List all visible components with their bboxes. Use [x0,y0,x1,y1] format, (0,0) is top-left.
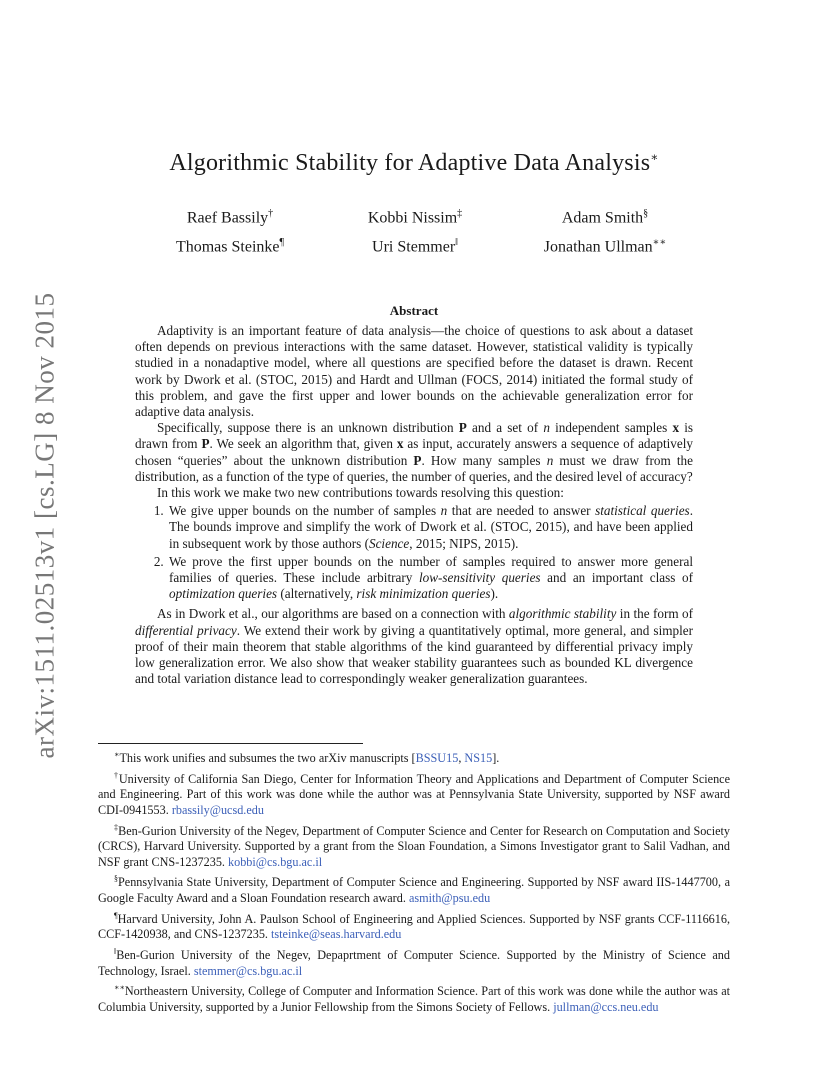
author-mark: † [268,208,274,219]
author-6 [505,237,705,256]
author-name: Adam Smith [561,209,644,227]
email-link[interactable]: asmith@psu.edu [408,891,491,905]
footnote-7: ∗∗Northeastern University, College of Computer and Information Science. Part of this work was done while the author was at Columbia University, supported by a Junior Fellowship from the Simons Society of Fellows. jullman@ccs.neu.edu [98,983,730,1014]
list-item: 1. We give upper bounds on the number of samples n that are needed to answer statistical queries. The bounds improve and simplify the work of Dwork et al. (STOC, 2015), and have been applied in subsequent work by those authors (Science, 2015; NIPS, 2015). [167,503,693,552]
author-5 [315,237,515,256]
footnote-3: ‡Ben-Gurion University of the Negev, Department of Computer Science and Center for Research on Computation and Society (CRCS), Harvard University. Supported by a grant from the Sloan Foundation, a Simons Investigator grant to Salil Vadhan, and NSF grant CNS-1237235. kobbi@cs.bgu.ac.il [98,822,730,869]
abstract-paragraph-2: Specifically, suppose there is an unknown distribution P and a set of n independent samples x is drawn from P. We seek an algorithm that, given x as input, accurately answers a sequence of adaptively chosen “queries” about the unknown distribution P. How many samples n must we draw from the distribution, as a function of the type of queries, the number of queries, and the desired level of accuracy? [135,420,694,484]
footnote-1: ∗This work unifies and subsumes the two arXiv manuscripts [BSSU15, NS15]. [114,750,500,766]
footnote-2: †University of California San Diego, Center for Information Theory and Applications and Department of Computer Science and Engineering. Part of this work was done while the author was at Pennsylvania State University, supported by NSF award CDI-0941553. rbassily@ucsd.edu [98,770,730,817]
footnote-5: ¶Harvard University, John A. Paulson School of Engineering and Applied Sciences. Supported by NSF grants CCF-1116616, CCF-1420938, and CNS-1237235. tsteinke@seas.harvard.edu [98,910,730,942]
author-mark: ‡ [457,208,463,219]
author-mark: ¶ [279,237,285,248]
footnote-divider [98,743,363,744]
author-3 [505,208,705,227]
email-link[interactable]: stemmer@cs.bgu.ac.il [193,963,303,978]
contributions-list [135,503,693,602]
email-link[interactable]: tsteinke@seas.harvard.edu [271,927,402,942]
author-2 [315,208,515,227]
author-mark: ∗∗ [652,237,667,248]
email-link[interactable]: kobbi@cs.bgu.ac.il [228,854,323,869]
footnote-6: ‖Ben-Gurion University of the Negev, Depaprtment of Computer Science. Supported by the Ministry of Science and Technology, Israel. stemmer@cs.bgu.ac.il [98,946,730,978]
abstract-heading: Abstract [389,303,439,318]
author-1 [130,208,330,227]
arxiv-sidebar-stamp [22,290,68,760]
footnotes [98,747,730,1016]
author-name: Raef Bassily [186,209,269,227]
list-item: 2. We prove the first upper bounds on the number of samples required to answer more general families of queries. These include arbitrary low-sensitivity queries and an important class of optimization queries (alternatively, risk minimization queries). [167,554,693,603]
arxiv-id-label: arXiv:1511.02513v1 [cs.LG] 8 Nov 2015 [29,292,60,758]
email-link[interactable]: rbassily@ucsd.edu [171,802,264,817]
author-name: Kobbi Nissim [367,209,458,227]
title-text: Algorithmic Stability for Adaptive Data Analysis [169,150,651,176]
citation-link[interactable]: NS15 [464,751,493,766]
author-mark: ‖ [455,237,458,248]
footnote-4: §Pennsylvania State University, Department of Computer Science and Engineering. Supported by NSF award IIS-1447700, a Google Faculty Award and a Sloan Foundation research award. asmith@psu.edu [98,874,730,905]
author-name: Jonathan Ullman [543,238,653,256]
abstract-paragraph-1: Adaptivity is an important feature of data analysis—the choice of questions to ask about a dataset often depends on previous interactions with the same dataset. However, statistical validity is typically studied in a nonadaptive model, where all questions are specified before the dataset is drawn. Recent work by Dwork et al. (STOC, 2015) and Hardt and Ullman (FOCS, 2014) initiated the formal study of this problem, and gave the first upper and lower bounds on the achievable generalization error for adaptive data analysis. [135,323,693,420]
paper-title [0,150,828,177]
email-link[interactable]: jullman@ccs.neu.edu [553,999,659,1014]
author-mark: § [643,208,649,219]
citation-link[interactable]: BSSU15 [415,751,459,766]
abstract-paragraph-3: In this work we make two new contributions towards resolving this question: [157,485,564,501]
author-name: Uri Stemmer [372,238,456,256]
author-4 [130,237,330,256]
title-footnote-mark: ∗ [650,150,659,164]
abstract-paragraph-4: As in Dwork et al., our algorithms are based on a connection with algorithmic stability in the form of differential privacy. We extend their work by giving a quantitatively optimal, more general, and simpler proof of their main theorem that stable algorithms of the kind guaranteed by differential privacy imply low generalization error. We also show that weaker stability guarantees such as bounded KL divergence and total variation distance lead to correspondingly weaker generalization guarantees. [135,606,693,687]
abstract-body [135,323,693,687]
author-name: Thomas Steinke [175,238,280,256]
